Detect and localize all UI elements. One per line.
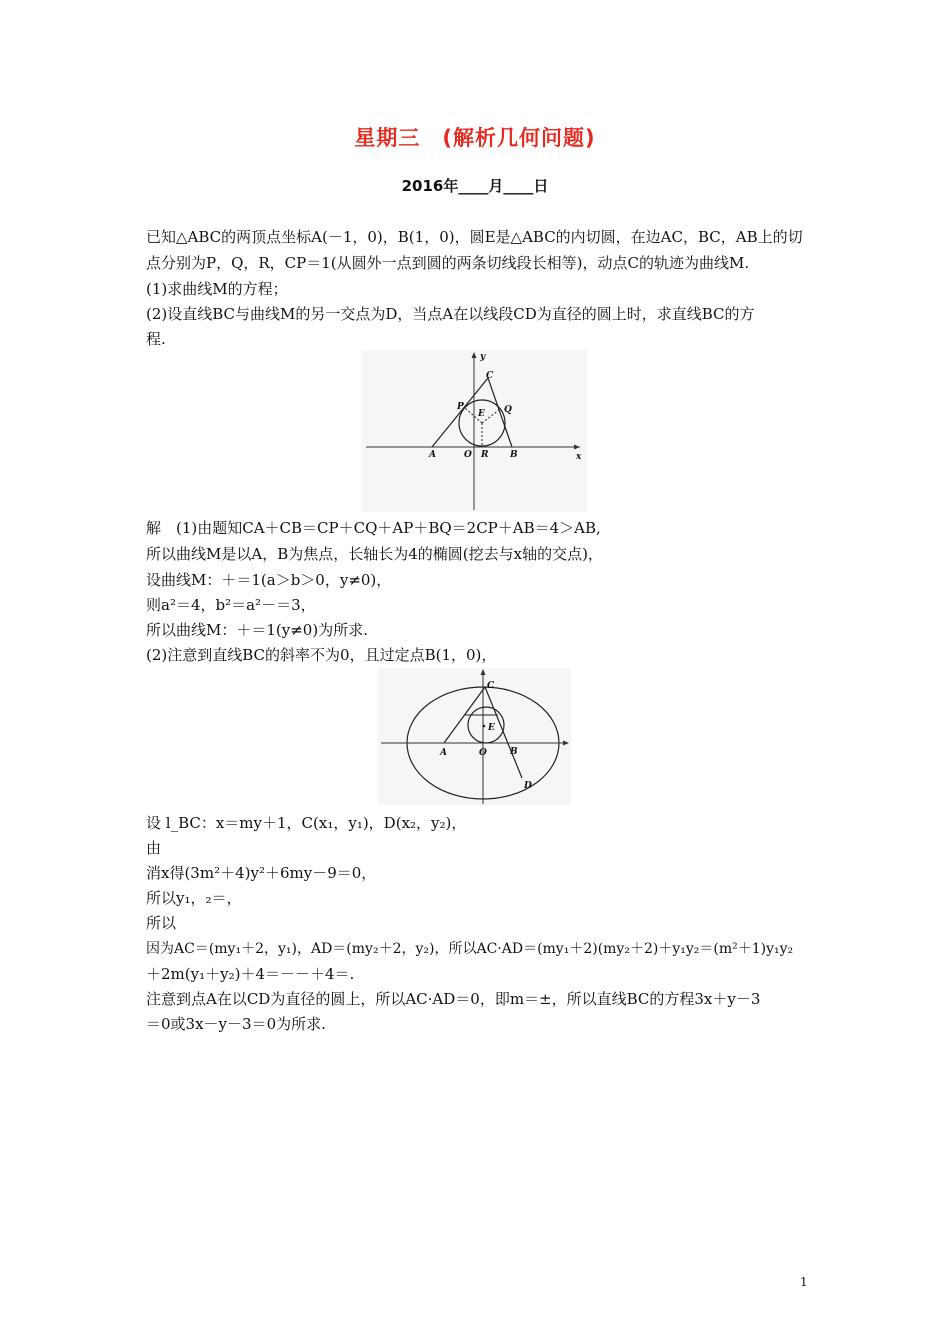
problem-line: 程. [146, 330, 166, 348]
point-d-label: D [524, 781, 532, 791]
point-b-label: B [510, 450, 518, 460]
solution-line: 所以曲线M是以A，B为焦点，长轴长为4的椭圆(挖去与x轴的交点)， [146, 545, 603, 563]
point-q-label: Q [504, 405, 512, 415]
point-o-label: O [464, 450, 472, 460]
point-c-label: C [486, 371, 494, 381]
problem-line: 点分别为P，Q，R，CP＝1(从圆外一点到圆的两条切线段长相等)，动点C的轨迹为曲线M. [146, 254, 750, 272]
point-r-label: R [481, 450, 489, 460]
point-a-label: A [429, 450, 436, 460]
page-title: 星期三 (解析几何问题) [354, 126, 596, 150]
solution-line: 所以y₁，₂＝， [146, 889, 242, 907]
problem-line: (1)求曲线M的方程； [146, 280, 288, 298]
point-c-label: C [487, 681, 495, 691]
solution-line: 消x得(3m²＋4)y²＋6my－9＝0， [146, 864, 377, 882]
page-number: 1 [800, 1275, 808, 1289]
point-e-label: E [488, 723, 495, 733]
solution-line: 解 (1)由题知CA＋CB＝CP＋CQ＋AP＋BQ＝2CP＋AB＝4＞AB, [146, 519, 601, 537]
ellipse-figure [378, 668, 571, 805]
problem-line: (2)设直线BC与曲线M的另一交点为D，当点A在以线段CD为直径的圆上时，求直线BC的方 [146, 305, 755, 323]
problem-line: 已知△ABC的两顶点坐标A(－1，0)，B(1，0)，圆E是△ABC的内切圆，在边AC，BC，AB上的切 [146, 228, 803, 246]
solution-line: 设曲线M：＋＝1(a＞b＞0，y≠0)， [146, 571, 392, 589]
solution-line: (2)注意到直线BC的斜率不为0，且过定点B(1，0)， [146, 646, 497, 664]
solution-line: 因为AC＝(my₁＋2，y₁)，AD＝(my₂＋2，y₂)，所以AC·AD＝(my₁＋2)(my₂＋2)＋y₁y₂＝(m²＋1)y₁y₂ [146, 941, 794, 957]
point-o-label: O [479, 748, 487, 758]
point-b-label: B [510, 747, 518, 757]
date-line: 2016年____月____日 [401, 177, 549, 195]
solution-line: ＋2m(y₁＋y₂)＋4＝－－＋4＝. [146, 965, 355, 983]
solution-line: 由 [146, 839, 162, 857]
solution-line: 设 l_BC：x＝my＋1，C(x₁，y₁)，D(x₂，y₂)， [146, 814, 467, 832]
x-axis-label: x [576, 452, 582, 462]
point-p-label: P [457, 402, 464, 412]
point-a-label: A [440, 748, 447, 758]
point-e-label: E [478, 409, 485, 419]
y-axis-label: y [480, 352, 486, 362]
solution-line: 注意到点A在以CD为直径的圆上，所以AC·AD＝0，即m＝±，所以直线BC的方程3x＋y－3 [146, 990, 761, 1008]
solution-line: 则a²＝4，b²＝a²－＝3， [146, 596, 316, 614]
solution-line: ＝0或3x－y－3＝0为所求. [146, 1015, 326, 1033]
solution-line: 所以 [146, 914, 177, 932]
triangle-incircle-figure [362, 350, 587, 512]
solution-line: 所以曲线M：＋＝1(y≠0)为所求. [146, 621, 368, 639]
